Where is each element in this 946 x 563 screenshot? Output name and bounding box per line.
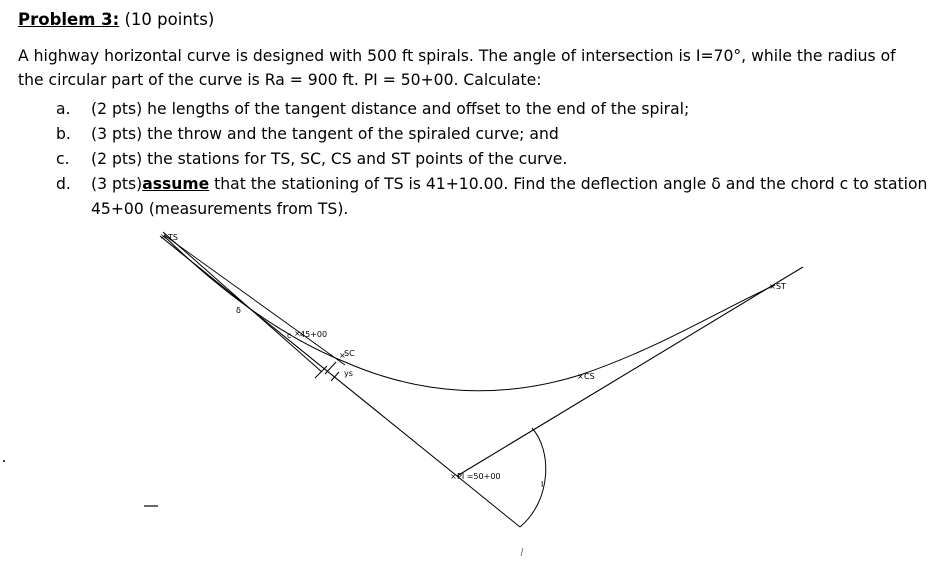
statement-line-2: the circular part of the curve is Ra = 900 ft. PI = 50+00. Calculate: <box>18 71 542 89</box>
item-text: (3 pts) the throw and the tangent of the spiraled curve; and <box>91 125 559 143</box>
ts-sc-chord-line <box>164 235 345 365</box>
item-body: that the stationing of TS is 41+10.00. Find the deflection angle δ and the chord c to station <box>214 175 928 193</box>
chord-c-label: c <box>287 331 292 340</box>
offset-line <box>163 232 322 372</box>
st-label: ST <box>776 282 786 291</box>
ts-marker: × <box>160 232 167 241</box>
assume-word: assume <box>142 175 210 193</box>
problem-number: Problem 3: <box>18 10 120 29</box>
stray-dot <box>3 460 5 462</box>
item-continuation: 45+00 (measurements from TS). <box>91 200 349 218</box>
ts-label: TS <box>168 233 178 242</box>
ahead-tangent-line <box>457 267 803 476</box>
problem-points: (10 points) <box>124 10 215 29</box>
sc-marker: × <box>339 351 346 360</box>
pi-marker: × <box>450 472 457 481</box>
stray-mark <box>521 548 523 556</box>
item-text: (2 pts) the stations for TS, SC, CS and ST points of the curve. <box>91 150 568 168</box>
statement-line-1: A highway horizontal curve is designed with 500 ft spirals. The angle of intersection is I=70°, while the radius of <box>18 47 896 65</box>
sc-label: SC <box>344 349 355 358</box>
item-letter: b. <box>56 125 71 143</box>
item-letter: a. <box>56 100 71 118</box>
sta-marker: × <box>294 329 301 338</box>
st-marker: × <box>769 282 776 291</box>
item-letter: c. <box>56 150 70 168</box>
back-tangent-line <box>160 236 457 476</box>
intersection-angle-arc <box>520 428 546 527</box>
tick-mark <box>325 362 336 374</box>
item-text: (2 pts) he lengths of the tangent distance and offset to the end of the spiral; <box>91 100 690 118</box>
delta-label: δ <box>236 306 241 315</box>
item-letter: d. <box>56 175 71 193</box>
item-points: (3 pts) <box>91 175 143 193</box>
ys-label: ys <box>344 369 353 378</box>
sta-label: 45+00 <box>300 330 328 339</box>
cs-marker: × <box>577 372 584 381</box>
tangent-extension-line <box>457 476 520 527</box>
cs-label: CS <box>584 372 595 381</box>
pi-label: PI =50+00 <box>457 472 501 481</box>
intersection-angle-label: I <box>541 480 544 489</box>
